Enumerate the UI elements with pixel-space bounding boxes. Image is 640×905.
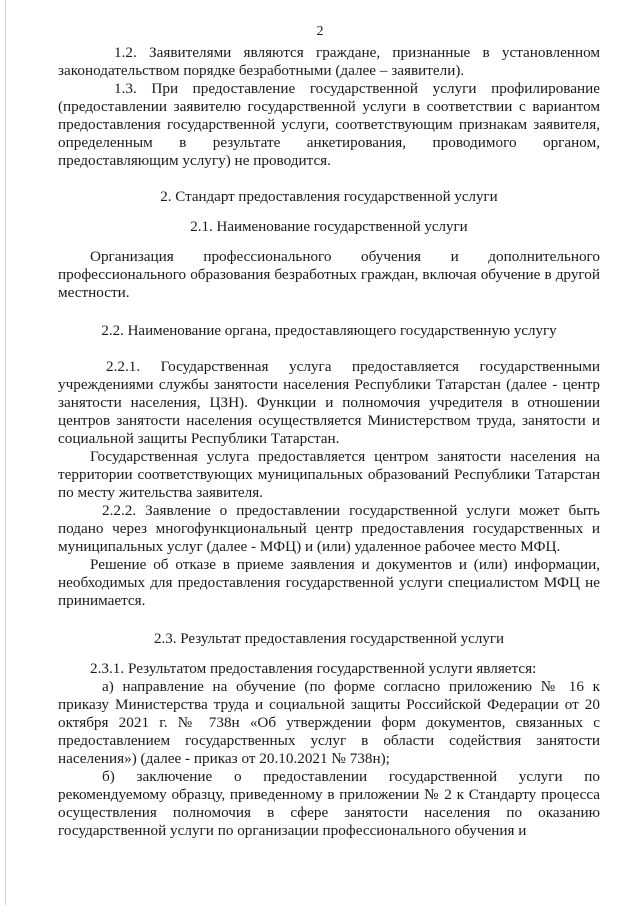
paragraph-2-3-1-a: а) направление на обучение (по форме согласно приложению № 16 к приказу Министерства труда и социальной защиты Российской Федерации от 20 октября 2021 г. № 738н «Об утверждении форм документов, связанных с предоставлением государственных услуг в области содействия занятости населения») (далее - приказ от 20.10.2021 № 738н); (58, 678, 600, 767)
paragraph-2-3-1: 2.3.1. Результатом предоставления государственной услуги является: (90, 660, 537, 677)
paragraph-2-2-1: 2.2.1. Государственная услуга предоставляется государственными учреждениями службы занятости населения Республики Татарстан (далее - центр занятости населения, ЦЗН). Функции и полномочия учредителя в отношении центров занятости населения осуществляется Министерством труда, занятости и социальной защиты Республики Татарстан. (58, 358, 600, 447)
section-heading-2-2: 2.2. Наименование органа, предоставляющего государственную услугу (101, 323, 557, 339)
section-heading-2: 2. Стандарт предоставления государственной услуги (160, 189, 498, 205)
paragraph-1-3: 1.3. При предоставление государственной услуги профилирование (предоставлении заявителю государственной услуги в соответствии с вариантом предоставления государственной услуги, соответствующим признакам заявителя, определенным в результате анкетирования, проводимого органом, предоставляющим услугу) не проводится. (58, 80, 600, 169)
section-heading-2-3: 2.3. Результат предоставления государственной услуги (153, 631, 504, 647)
section-heading-2-1: 2.1. Наименование государственной услуги (190, 219, 468, 235)
paragraph-2-3-1-b: б) заключение о предоставлении государственной услуги по рекомендуемому образцу, приведенному в приложении № 2 к Стандарту процесса осуществления полномочия в сфере занятости населения по оказанию государственной услуги по организации профессионального обучения и (58, 768, 600, 839)
paragraph-2-1: Организация профессионального обучения и дополнительного профессионального образования безработных граждан, включая обучение в другой местности. (58, 248, 600, 301)
paragraph-2-2-1-b: Государственная услуга предоставляется центром занятости населения на территории соответствующих муниципальных образований Республики Татарстан по месту жительства заявителя. (58, 448, 600, 501)
paragraph-2-2-2-b: Решение об отказе в приеме заявления и документов и (или) информации, необходимых для предоставления государственной услуги специалистом МФЦ не принимается. (58, 556, 600, 609)
page-number: 2 (316, 24, 324, 39)
document-body (58, 44, 600, 840)
paragraph-1-2: 1.2. Заявителями являются граждане, признанные в установленном законодательством порядке безработными (далее – заявители). (58, 44, 600, 79)
page-margin-line (5, 0, 6, 905)
paragraph-2-2-2: 2.2.2. Заявление о предоставлении государственной услуги может быть подано через многофункциональный центр предоставления государственных и муниципальных услуг (далее - МФЦ) и (или) удаленное рабочее место МФЦ. (58, 502, 600, 555)
